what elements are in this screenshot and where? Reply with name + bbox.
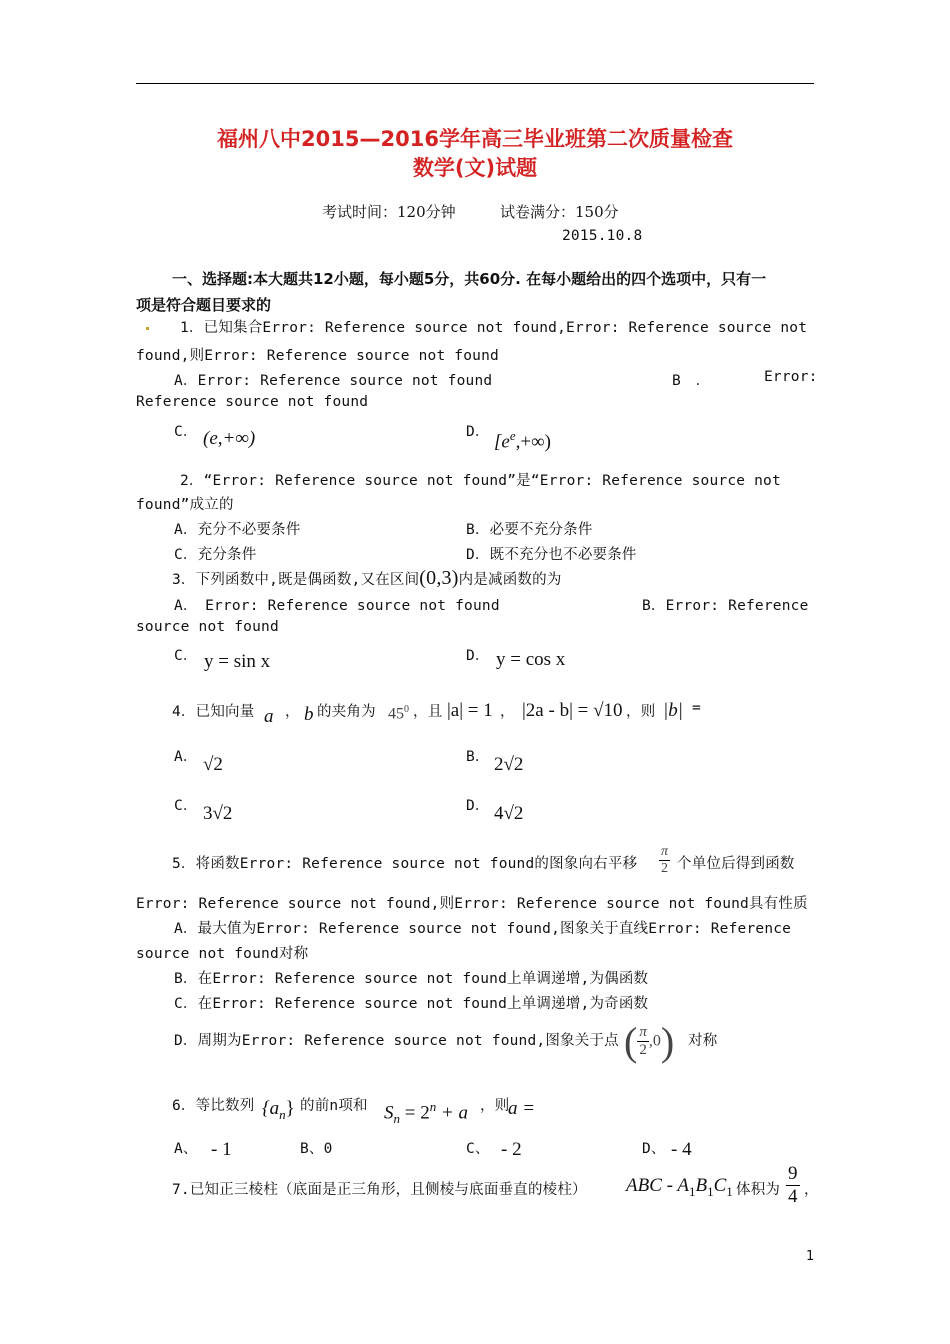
q5-stem-line-1-pre: 5．将函数Error: Reference source not found的图象向右平移 bbox=[172, 856, 638, 872]
q1-stem-line-2: found,则Error: Reference source not found bbox=[136, 348, 499, 364]
q3-option-c-label: C． bbox=[174, 648, 198, 664]
q1-option-d-label: D． bbox=[466, 424, 490, 440]
q2-stem-line-2: found”成立的 bbox=[136, 497, 234, 513]
page-number: 1 bbox=[806, 1249, 815, 1264]
q4-separator-2: ， bbox=[500, 704, 515, 720]
q7-stem-pre: 7.已知正三棱柱（底面是正三角形，且侧棱与底面垂直的棱柱） bbox=[172, 1182, 587, 1198]
q4-option-a-label: A． bbox=[174, 749, 198, 765]
q3-option-b-cont: source not found bbox=[136, 619, 279, 635]
q4-stem-post: ，则 bbox=[626, 704, 656, 720]
q4-equals: = bbox=[692, 700, 701, 716]
q6-option-c-label: C、 bbox=[466, 1141, 490, 1157]
exam-time: 考试时间：120分钟 bbox=[322, 203, 456, 221]
q4-condition-2: |2a - b| = √10 bbox=[522, 700, 623, 721]
q4-stem-mid2: ，且 bbox=[413, 704, 443, 720]
section-heading-line-2: 项是符合题目要求的 bbox=[136, 296, 272, 314]
q5-option-b: B．在Error: Reference source not found上单调递增,为偶函数 bbox=[174, 971, 649, 987]
q4-target: |b| bbox=[663, 700, 683, 721]
q1-stem-line-1: 1．已知集合Error: Reference source not found,Error: Reference source not bbox=[180, 320, 808, 336]
q6-sequence: $\{a_n\}$ bbox=[262, 1098, 295, 1122]
q6-option-b: B、0 bbox=[300, 1141, 333, 1157]
title-line-2: 数学(文)试题 bbox=[412, 156, 538, 180]
q2-option-b: B．必要不充分条件 bbox=[466, 522, 593, 538]
q1-option-c-label: C． bbox=[174, 424, 198, 440]
q4-option-a-math: √2 bbox=[203, 754, 223, 775]
q5-stem-line-2: Error: Reference source not found,则Error: Reference source not found具有性质 bbox=[136, 896, 808, 912]
q3-option-a: A． Error: Reference source not found bbox=[174, 598, 500, 614]
q5-option-a-cont: source not found对称 bbox=[136, 946, 309, 962]
q1-option-b-label: B ． bbox=[672, 373, 711, 389]
q6-sum-formula: $S_n = 2^n + a$ bbox=[384, 1099, 469, 1127]
q4-angle: $45^0$ bbox=[388, 704, 409, 723]
q1-option-b-cont: Reference source not found bbox=[136, 394, 369, 410]
q5-stem-line-1-post: 个单位后得到函数 bbox=[677, 856, 795, 872]
q7-comma: ， bbox=[804, 1182, 819, 1198]
q7-fraction: $\frac{9}{4}$ bbox=[788, 1163, 798, 1207]
q6-option-d-math: - 4 bbox=[671, 1139, 692, 1160]
q4-condition-1: |a| = 1 bbox=[447, 700, 493, 721]
q4-option-b-math: 2√2 bbox=[494, 754, 524, 775]
q2-option-a: A．充分不必要条件 bbox=[174, 522, 301, 538]
q7-stem-post: 体积为 bbox=[736, 1182, 781, 1198]
q6-target: a = bbox=[508, 1098, 536, 1119]
q5-point: ( $\frac{\pi}{2}$ ,0) bbox=[624, 1019, 675, 1064]
q5-option-a: A．最大值为Error: Reference source not found,图象关于直线Error: Reference bbox=[174, 921, 792, 937]
q2-stem-line-1: 2．“Error: Reference source not found”是“Error: Reference source not bbox=[180, 473, 781, 489]
q4-option-c-label: C． bbox=[174, 798, 198, 814]
q6-stem-pre: 6．等比数列 bbox=[172, 1098, 255, 1114]
q4-stem-mid: 的夹角为 bbox=[317, 704, 376, 720]
header-rule bbox=[136, 83, 814, 84]
q3-option-d-math: y = cos x bbox=[496, 649, 566, 670]
q4-vector-b: b bbox=[304, 704, 314, 725]
q5-fraction: $\frac{\pi}{2}$ bbox=[661, 844, 669, 876]
q7-prism: ABC - $A_1B_1C_1$ bbox=[626, 1175, 733, 1199]
q6-option-c-math: - 2 bbox=[501, 1139, 522, 1160]
q1-option-b: Error: bbox=[764, 369, 818, 385]
q6-stem-mid: 的前n项和 bbox=[300, 1098, 368, 1114]
q4-option-d-label: D． bbox=[466, 798, 490, 814]
q4-stem-pre: 4．已知向量 bbox=[172, 704, 255, 720]
q1-option-a: A．Error: Reference source not found bbox=[174, 373, 493, 389]
marker-dot bbox=[146, 327, 149, 330]
q2-option-d: D．既不充分也不必要条件 bbox=[466, 547, 637, 563]
q6-option-d-label: D、 bbox=[642, 1141, 666, 1157]
q5-option-c: C．在Error: Reference source not found上单调递增,为奇函数 bbox=[174, 996, 649, 1012]
q5-option-d-post: 对称 bbox=[688, 1033, 718, 1049]
q3-option-b: B．Error: Reference bbox=[642, 598, 809, 614]
q1-option-d-math: $[e^e,+\infty)$ bbox=[494, 428, 551, 453]
full-score: 试卷满分：150分 bbox=[500, 203, 619, 221]
q4-option-d-math: 4√2 bbox=[494, 803, 524, 824]
title-line-1: 福州八中2015—2016学年高三毕业班第二次质量检查 bbox=[217, 127, 733, 151]
q4-option-c-math: 3√2 bbox=[203, 803, 233, 824]
q6-option-a-label: A、 bbox=[174, 1141, 198, 1157]
q4-option-b-label: B． bbox=[466, 749, 490, 765]
q3-stem: 3．下列函数中,既是偶函数,又在区间(0,3)内是减函数的为 bbox=[172, 567, 562, 589]
q4-separator: ， bbox=[285, 704, 300, 720]
q5-option-d-pre: D．周期为Error: Reference source not found,图象关于点 bbox=[174, 1033, 619, 1049]
q4-vector-a: a bbox=[264, 706, 274, 727]
q3-option-c-math: y = sin x bbox=[204, 651, 271, 672]
q6-stem-post: ，则 bbox=[480, 1098, 510, 1114]
q2-option-c: C．充分条件 bbox=[174, 547, 257, 563]
section-heading-line-1: 一、选择题:本大题共12小题，每小题5分，共60分. 在每小题给出的四个选项中，只有一 bbox=[172, 270, 767, 288]
exam-date: 2015.10.8 bbox=[562, 228, 643, 244]
q6-option-a-math: - 1 bbox=[211, 1139, 232, 1160]
q1-option-c-math: (e,+∞) bbox=[203, 428, 256, 449]
q3-option-d-label: D． bbox=[466, 648, 490, 664]
